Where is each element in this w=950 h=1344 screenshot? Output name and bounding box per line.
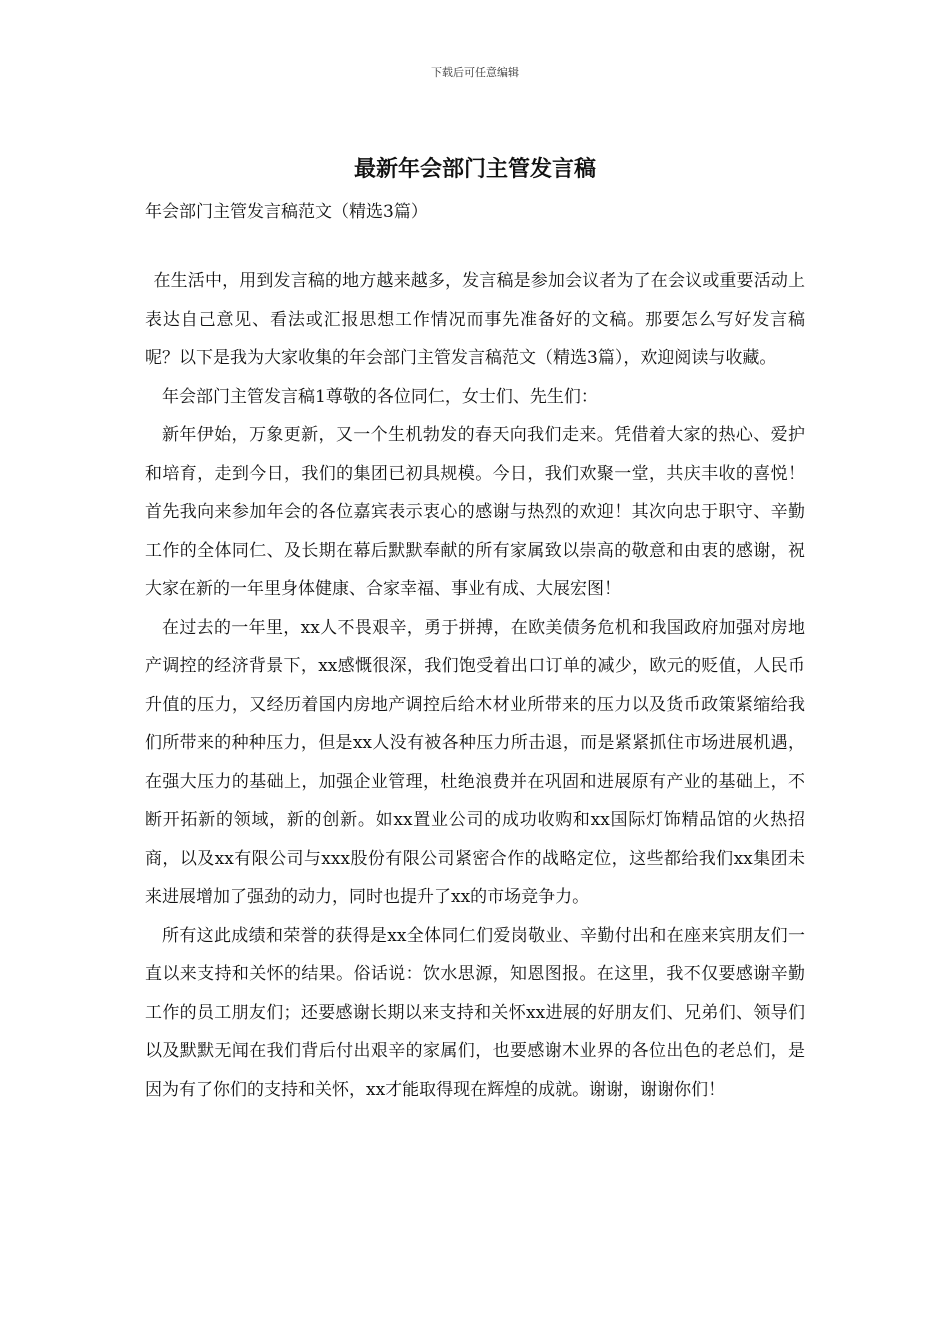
paragraph-new-year: 新年伊始，万象更新，又一个生机勃发的春天向我们走来。凭借着大家的热心、爱护和培育，走到今日，我们的集团已初具规模。今日，我们欢聚一堂，共庆丰收的喜悦！首先我向来参加年会的各位嘉宾表示衷心的感谢与热烈的欢迎！其次向忠于职守、辛勤工作的全体同仁、及长期在幕后默默奉献的所有家属致以崇高的敬意和由衷的感谢，祝大家在新的一年里身体健康、合家幸福、事业有成、大展宏图！ [145,425,805,599]
paragraph-greeting: 年会部门主管发言稿1尊敬的各位同仁，女士们、先生们： [162,386,598,407]
page-header-note: 下载后可任意编辑 [431,66,519,79]
document-subtitle: 年会部门主管发言稿范文（精选3篇） [145,202,428,222]
paragraph-intro: 在生活中，用到发言稿的地方越来越多，发言稿是参加会议者为了在会议或重要活动上表达自己意见、看法或汇报思想工作情况而事先准备好的文稿。那要怎么写好发言稿呢？以下是我为大家收集的年会部门主管发言稿范文（精选3篇），欢迎阅读与收藏。 [145,271,805,368]
document-body [145,262,805,1109]
paragraph-thanks: 所有这此成绩和荣誉的获得是xx全体同仁们爱岗敬业、辛勤付出和在座来宾朋友们一直以来支持和关怀的结果。俗话说：饮水思源，知恩图报。在这里，我不仅要感谢辛勤工作的员工朋友们；还要感谢长期以来支持和关怀xx进展的好朋友们、兄弟们、领导们以及默默无闻在我们背后付出艰辛的家属们，也要感谢木业界的各位出色的老总们，是因为有了你们的支持和关怀，xx才能取得现在辉煌的成就。谢谢，谢谢你们！ [145,925,805,1100]
paragraph-past-year: 在过去的一年里，xx人不畏艰辛，勇于拼搏，在欧美债务危机和我国政府加强对房地产调控的经济背景下，xx感慨很深，我们饱受着出口订单的减少，欧元的贬值，人民币升值的压力，又经历着国内房地产调控后给木材业所带来的压力以及货币政策紧缩给我们所带来的种种压力，但是xx人没有被各种压力所击退，而是紧紧抓住市场进展机遇，在强大压力的基础上，加强企业管理，杜绝浪费并在巩固和进展原有产业的基础上，不断开拓新的领域，新的创新。如xx置业公司的成功收购和xx国际灯饰精品馆的火热招商，以及xx有限公司与xxx股份有限公司紧密合作的战略定位，这些都给我们xx集团未来进展增加了强劲的动力，同时也提升了xx的市场竞争力。 [145,617,805,907]
document-title: 最新年会部门主管发言稿 [353,156,596,182]
